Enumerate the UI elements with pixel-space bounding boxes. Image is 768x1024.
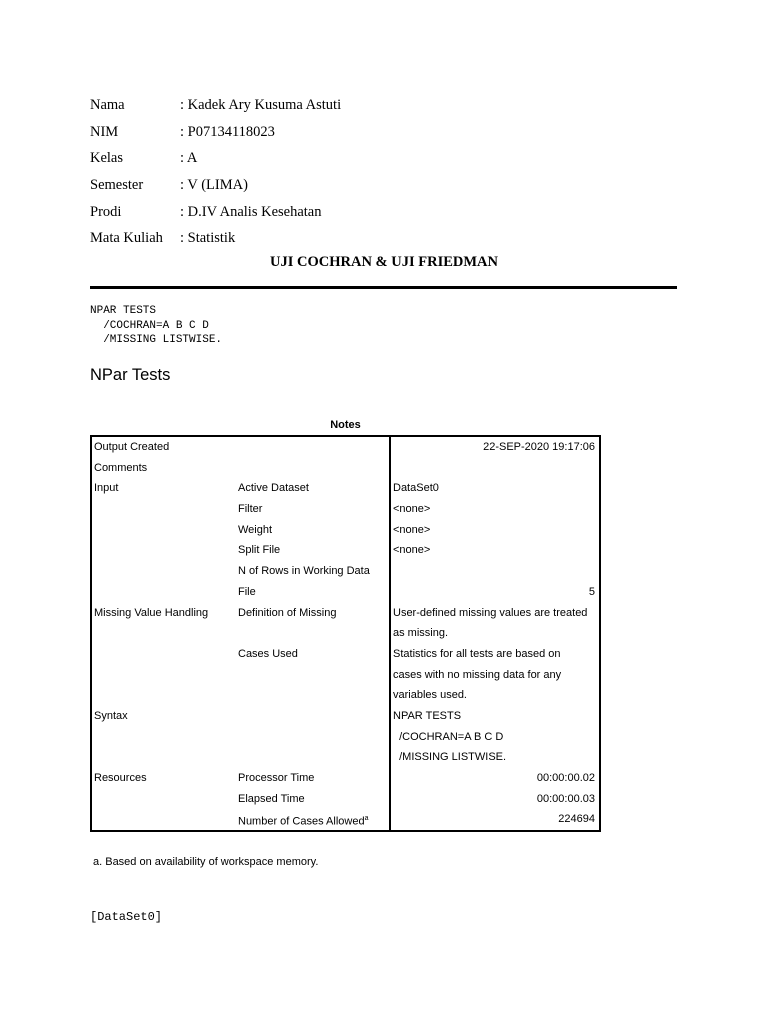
info-value: : V (LIMA) [180, 176, 248, 193]
cell-text: 00:00:00.02 [536, 772, 595, 784]
table-row [92, 706, 599, 768]
table-row [92, 561, 599, 602]
row-value-cell [391, 768, 599, 789]
cell-line [238, 727, 389, 748]
title-divider [90, 286, 677, 289]
cell-line [238, 603, 389, 624]
cell-line [238, 706, 389, 727]
cell-line [238, 540, 389, 561]
notes-table [90, 435, 601, 832]
info-label: Nama [90, 96, 125, 113]
row-category-cell [92, 789, 238, 810]
cell-text: Syntax [94, 709, 128, 722]
cell-line [94, 603, 238, 624]
row-category-cell [92, 520, 238, 541]
cell-text: 00:00:00.03 [536, 792, 595, 805]
row-category-cell [92, 561, 238, 602]
cell-line [94, 623, 238, 644]
cell-line [393, 520, 595, 541]
cell-line [393, 665, 595, 686]
cell-text: <none> [393, 503, 431, 516]
row-category-cell [92, 437, 238, 458]
row-item-cell [238, 499, 391, 520]
row-value-cell [391, 706, 599, 768]
row-value-cell [391, 540, 599, 561]
row-category-cell [92, 603, 238, 644]
row-category-cell [92, 644, 238, 706]
cell-line [94, 582, 238, 603]
info-row [90, 199, 341, 226]
cell-line [94, 685, 238, 706]
row-value-cell [391, 499, 599, 520]
cell-text: Statistics for all tests are based on [393, 647, 561, 660]
cell-line [393, 499, 595, 520]
cell-line [238, 747, 389, 768]
cell-text: Number of Cases Allowed [238, 816, 365, 829]
cell-line [393, 644, 595, 665]
row-value-cell [391, 603, 599, 644]
cell-text: as missing. [393, 627, 449, 640]
cell-text: <none> [393, 544, 431, 557]
cell-line [393, 540, 595, 561]
cell-line [94, 540, 238, 561]
cell-text: Definition of Missing [238, 606, 337, 619]
table-row [92, 499, 599, 520]
cell-line [238, 582, 389, 603]
info-row [90, 92, 341, 119]
cell-text: File [238, 585, 256, 598]
footnote-marker: a [364, 815, 369, 823]
cell-line [94, 706, 238, 727]
cell-line [94, 437, 238, 458]
info-value: : Statistik [180, 230, 236, 247]
row-category-cell [92, 809, 238, 830]
cell-line [238, 644, 389, 665]
cell-line [393, 458, 595, 479]
cell-text: <none> [393, 523, 431, 536]
cell-text: DataSet0 [393, 482, 439, 495]
cell-line [393, 747, 595, 768]
row-value-cell [391, 789, 599, 810]
row-value-cell [391, 520, 599, 541]
cell-line [94, 458, 238, 479]
cell-line [238, 458, 389, 479]
cell-line [238, 478, 389, 499]
cell-line [393, 437, 595, 458]
cell-line [94, 747, 238, 768]
notes-table-caption: Notes [330, 419, 361, 431]
cell-line [238, 768, 389, 789]
row-category-cell [92, 458, 238, 479]
cell-line [94, 499, 238, 520]
cell-text: User-defined missing values are treated [393, 606, 588, 619]
cell-line [94, 561, 238, 582]
syntax-block: NPAR TESTS /COCHRAN=A B C D /MISSING LISTWISE. [90, 305, 223, 346]
cell-line [94, 809, 238, 830]
row-category-cell [92, 768, 238, 789]
cell-line [393, 561, 595, 582]
info-value: : Kadek Ary Kusuma Astuti [180, 96, 342, 113]
cell-text: variables used. [393, 689, 467, 702]
cell-line [238, 561, 389, 582]
cell-line [94, 768, 238, 789]
row-item-cell [238, 458, 391, 479]
cell-text: Filter [238, 503, 263, 516]
cell-text: Input [94, 482, 119, 495]
info-label: Semester [90, 176, 144, 193]
cell-line [393, 582, 595, 603]
cell-line [238, 520, 389, 541]
info-label: Prodi [90, 203, 122, 220]
table-row [92, 458, 599, 479]
row-category-cell [92, 478, 238, 499]
row-category-cell [92, 499, 238, 520]
row-item-cell [238, 561, 391, 602]
cell-line [238, 623, 389, 644]
cell-text: 5 [588, 585, 595, 598]
row-value-cell [391, 561, 599, 602]
info-label: Mata Kuliah [90, 230, 163, 247]
cell-text: /MISSING LISTWISE. [393, 751, 507, 764]
info-row [90, 119, 341, 146]
cell-line [94, 789, 238, 810]
cell-text: Resources [94, 772, 147, 784]
document-title: UJI COCHRAN & UJI FRIEDMAN [270, 254, 498, 270]
info-value: : A [180, 150, 198, 167]
cell-line [393, 768, 595, 789]
row-item-cell [238, 540, 391, 561]
row-category-cell [92, 540, 238, 561]
cell-line [94, 727, 238, 748]
cell-line [393, 727, 595, 748]
row-value-cell [391, 437, 599, 458]
row-item-cell [238, 789, 391, 810]
cell-line [238, 665, 389, 686]
info-value: : D.IV Analis Kesehatan [180, 203, 322, 220]
info-value: : P07134118023 [180, 123, 275, 140]
row-item-cell [238, 644, 391, 706]
table-row [92, 520, 599, 541]
row-item-cell [238, 706, 391, 768]
cell-line [238, 789, 389, 810]
table-row [92, 603, 599, 644]
cell-line [238, 499, 389, 520]
cell-line [393, 478, 595, 499]
cell-text: Comments [94, 461, 148, 474]
cell-text: NPAR TESTS [393, 709, 462, 722]
row-value-cell [391, 644, 599, 706]
table-row [92, 789, 599, 810]
cell-line [238, 809, 389, 830]
cell-text: Processor Time [238, 772, 315, 784]
table-row [92, 540, 599, 561]
cell-text: Output Created [94, 441, 170, 453]
row-item-cell [238, 520, 391, 541]
cell-text: /COCHRAN=A B C D [393, 730, 504, 743]
cell-text: Elapsed Time [238, 792, 305, 805]
cell-text: 22-SEP-2020 19:17:06 [483, 441, 595, 453]
dataset-tag: [DataSet0] [90, 910, 163, 924]
row-category-cell [92, 706, 238, 768]
cell-text: 224694 [558, 813, 595, 826]
cell-line [393, 706, 595, 727]
cell-line [238, 685, 389, 706]
table-row [92, 768, 599, 789]
cell-line [393, 685, 595, 706]
cell-line [238, 437, 389, 458]
cell-text: Split File [238, 544, 281, 557]
cell-line [393, 809, 595, 830]
info-label: Kelas [90, 150, 124, 167]
cell-line [393, 789, 595, 810]
row-value-cell [391, 458, 599, 479]
info-row [90, 172, 341, 199]
cell-text: Missing Value Handling [94, 606, 209, 619]
table-row [92, 478, 599, 499]
table-row [92, 437, 599, 458]
cell-line [393, 603, 595, 624]
cell-text: Weight [238, 523, 273, 536]
info-label: NIM [90, 123, 119, 140]
row-item-cell [238, 603, 391, 644]
cell-line [94, 665, 238, 686]
cell-line [94, 644, 238, 665]
row-item-cell [238, 437, 391, 458]
row-value-cell [391, 478, 599, 499]
table-row [92, 809, 599, 830]
cell-text: Active Dataset [238, 482, 309, 495]
row-item-cell [238, 809, 391, 830]
table-row [92, 644, 599, 706]
info-row [90, 225, 341, 252]
row-item-cell [238, 768, 391, 789]
cell-line [94, 520, 238, 541]
row-value-cell [391, 809, 599, 830]
npar-tests-heading: NPar Tests [90, 366, 171, 384]
cell-text: Cases Used [238, 647, 298, 660]
cell-line [94, 478, 238, 499]
table-footnote: a. Based on availability of workspace memory. [93, 856, 319, 868]
row-item-cell [238, 478, 391, 499]
cell-text: cases with no missing data for any [393, 668, 562, 681]
info-row [90, 145, 341, 172]
student-info [90, 92, 341, 252]
cell-text: N of Rows in Working Data [238, 565, 370, 578]
cell-line [393, 623, 595, 644]
